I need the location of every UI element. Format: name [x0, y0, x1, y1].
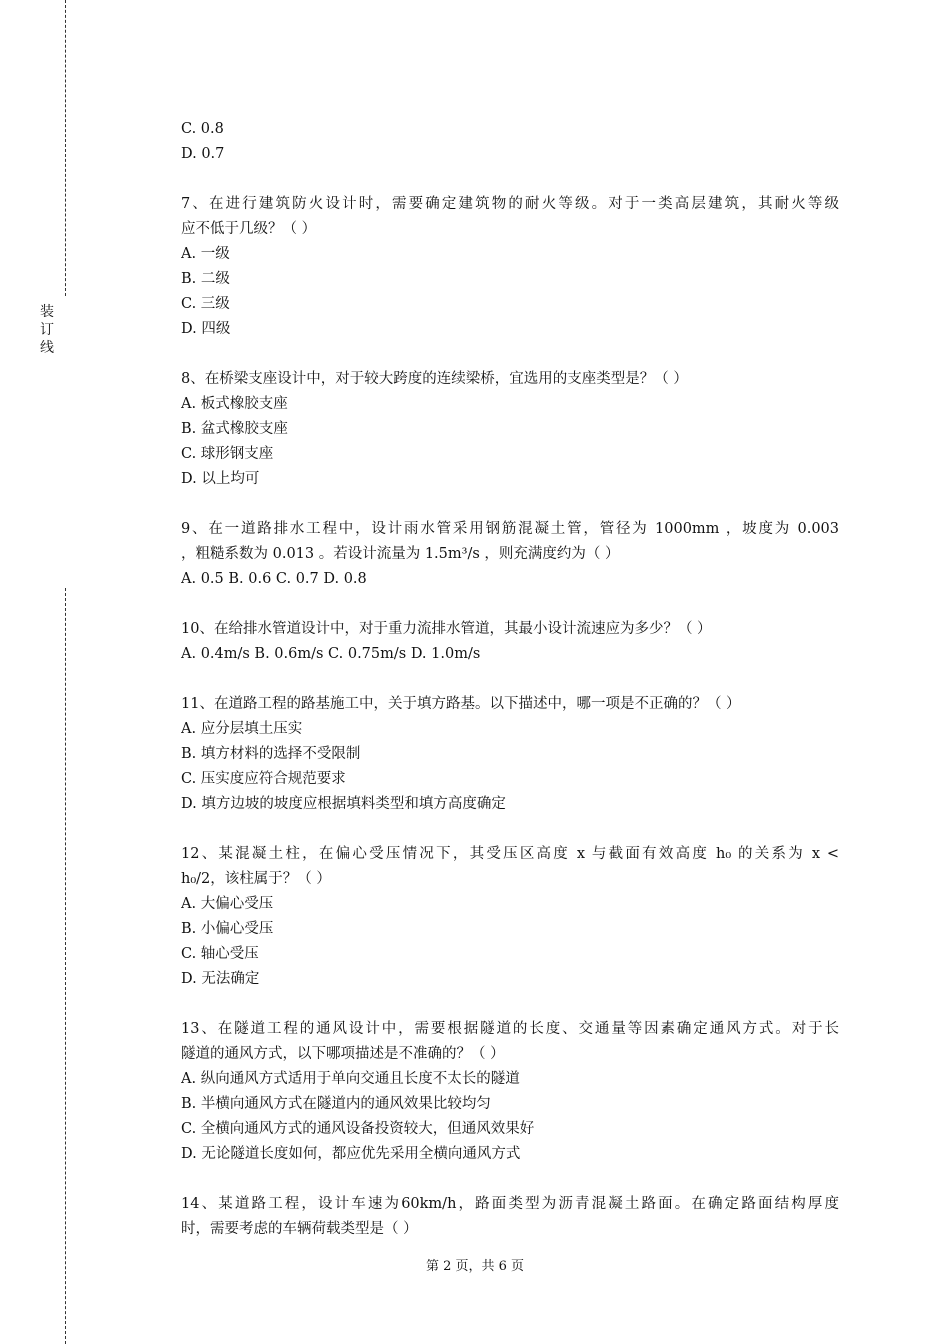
binding-label [38, 303, 56, 357]
question-block [181, 617, 839, 667]
option: D. 0.7 [181, 146, 225, 162]
question-stem: h₀/2，该柱属于？（ ） [181, 871, 331, 887]
option: C. 压实度应符合规范要求 [181, 771, 346, 787]
option: D. 四级 [181, 321, 231, 337]
question-block [181, 117, 839, 167]
option: B. 填方材料的选择不受限制 [181, 746, 361, 762]
option: D. 填方边坡的坡度应根据填料类型和填方高度确定 [181, 796, 506, 812]
question-stem: 9、在一道路排水工程中，设计雨水管采用钢筋混凝土管，管径为 1000mm ，坡度为 0.003 [181, 521, 839, 537]
option: A. 板式橡胶支座 [181, 396, 288, 412]
question-stem: 12、某混凝土柱，在偏心受压情况下，其受压区高度 x 与截面有效高度 h₀ 的关系为 x < [181, 846, 839, 862]
option: C. 轴心受压 [181, 946, 259, 962]
binding-char: 装 [40, 304, 54, 320]
question-stem: 14、某道路工程，设计车速为60km/h，路面类型为沥青混凝土路面。在确定路面结构厚度 [181, 1196, 839, 1212]
question-stem: 8、在桥梁支座设计中，对于较大跨度的连续梁桥，宜选用的支座类型是？（ ） [181, 371, 688, 387]
option: A. 0.4m/s B. 0.6m/s C. 0.75m/s D. 1.0m/s [181, 646, 481, 662]
option: A. 一级 [181, 246, 230, 262]
question-stem: 隧道的通风方式，以下哪项描述是不准确的？（ ） [181, 1046, 505, 1062]
binding-line-bottom [65, 588, 66, 1344]
option: C. 球形钢支座 [181, 446, 274, 462]
question-block [181, 367, 839, 492]
option: A. 0.5 B. 0.6 C. 0.7 D. 0.8 [181, 571, 367, 587]
question-block [181, 842, 839, 992]
option: D. 无论隧道长度如何，都应优先采用全横向通风方式 [181, 1146, 521, 1162]
question-block [181, 1192, 839, 1242]
question-block [181, 517, 839, 592]
page-footer: 第 2 页，共 6 页 [425, 1259, 525, 1274]
option: A. 纵向通风方式适用于单向交通且长度不太长的隧道 [181, 1071, 520, 1087]
binding-char: 线 [40, 340, 54, 356]
option: C. 全横向通风方式的通风设备投资较大，但通风效果好 [181, 1121, 535, 1137]
question-stem: 时，需要考虑的车辆荷载类型是（ ） [181, 1221, 418, 1237]
option: A. 大偏心受压 [181, 896, 274, 912]
option: B. 盆式橡胶支座 [181, 421, 288, 437]
question-block [181, 192, 839, 342]
question-stem: 应不低于几级？（ ） [181, 221, 317, 237]
option: B. 小偏心受压 [181, 921, 274, 937]
question-stem: 10、在给排水管道设计中，对于重力流排水管道，其最小设计流速应为多少？（ ） [181, 621, 712, 637]
option: D. 以上均可 [181, 471, 260, 487]
exam-content [181, 117, 839, 1242]
binding-line-top [65, 0, 66, 296]
binding-char: 订 [40, 322, 54, 338]
question-stem: 13、在隧道工程的通风设计中，需要根据隧道的长度、交通量等因素确定通风方式。对于长 [181, 1021, 839, 1037]
question-stem: ，粗糙系数为 0.013 。若设计流量为 1.5m³/s ，则充满度约为（ ） [181, 546, 620, 562]
option: C. 0.8 [181, 121, 224, 137]
option: B. 半横向通风方式在隧道内的通风效果比较均匀 [181, 1096, 491, 1112]
question-block [181, 1017, 839, 1167]
question-stem: 11、在道路工程的路基施工中，关于填方路基。以下描述中，哪一项是不正确的？（ ） [181, 696, 741, 712]
question-block [181, 692, 839, 817]
option: D. 无法确定 [181, 971, 260, 987]
question-stem: 7、在进行建筑防火设计时，需要确定建筑物的耐火等级。对于一类高层建筑，其耐火等级 [181, 196, 839, 212]
option: A. 应分层填土压实 [181, 721, 303, 737]
option: B. 二级 [181, 271, 230, 287]
option: C. 三级 [181, 296, 230, 312]
